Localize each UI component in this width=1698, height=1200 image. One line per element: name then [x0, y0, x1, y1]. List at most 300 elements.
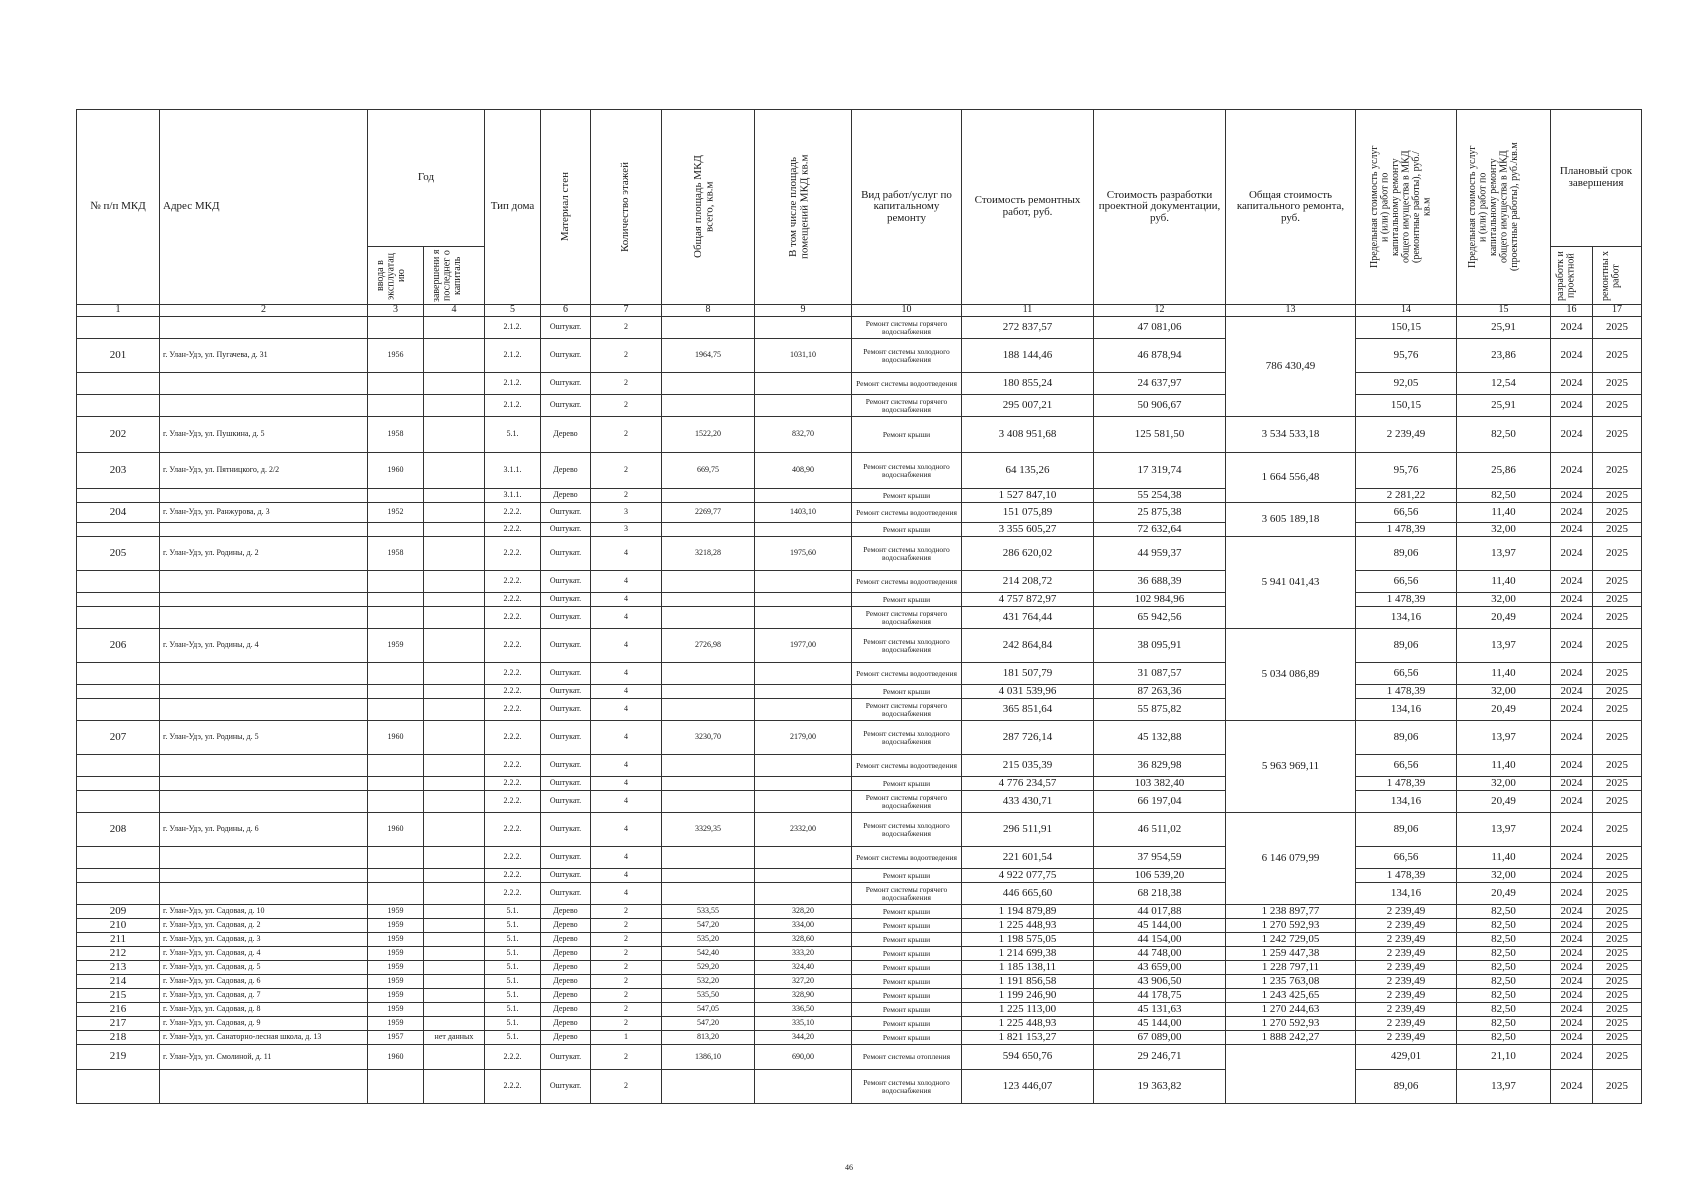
year-built — [368, 1070, 424, 1104]
limit-project: 20,49 — [1457, 607, 1551, 629]
wall-material: Дерево — [541, 489, 591, 503]
row-number: 213 — [77, 961, 160, 975]
limit-repair: 134,16 — [1356, 607, 1457, 629]
header-year: Год — [368, 110, 485, 247]
repair-cost: 1 214 699,38 — [962, 947, 1094, 961]
address — [160, 373, 368, 395]
table-row — [77, 489, 1642, 503]
limit-project: 82,50 — [1457, 489, 1551, 503]
limit-project: 11,40 — [1457, 503, 1551, 523]
year-built: 1959 — [368, 961, 424, 975]
term-project: 2024 — [1551, 847, 1593, 869]
house-type: 2.2.2. — [485, 721, 541, 755]
year-built — [368, 593, 424, 607]
premises-area — [755, 777, 852, 791]
limit-repair: 2 239,49 — [1356, 919, 1457, 933]
floors: 2 — [591, 1045, 662, 1070]
term-repair: 2025 — [1593, 1045, 1642, 1070]
project-cost: 87 263,36 — [1094, 685, 1226, 699]
limit-repair: 2 239,49 — [1356, 947, 1457, 961]
limit-repair: 89,06 — [1356, 721, 1457, 755]
term-project: 2024 — [1551, 1045, 1593, 1070]
term-repair: 2025 — [1593, 791, 1642, 813]
year-repair — [424, 989, 485, 1003]
col-number: 13 — [1226, 305, 1356, 317]
project-cost: 25 875,38 — [1094, 503, 1226, 523]
address — [160, 489, 368, 503]
repair-cost: 295 007,21 — [962, 395, 1094, 417]
floors: 4 — [591, 571, 662, 593]
row-number: 210 — [77, 919, 160, 933]
wall-material: Оштукат. — [541, 629, 591, 663]
work-type: Ремонт системы холодного водоснабжения — [852, 339, 962, 373]
total-cost: 5 963 969,11 — [1226, 721, 1356, 813]
total-area — [662, 883, 755, 905]
col-number: 9 — [755, 305, 852, 317]
year-repair — [424, 755, 485, 777]
wall-material: Оштукат. — [541, 663, 591, 685]
work-type: Ремонт крыши — [852, 685, 962, 699]
premises-area: 2179,00 — [755, 721, 852, 755]
repair-cost: 180 855,24 — [962, 373, 1094, 395]
table-row — [77, 1045, 1642, 1070]
total-cost: 6 146 079,99 — [1226, 813, 1356, 905]
work-type: Ремонт крыши — [852, 869, 962, 883]
repair-cost: 123 446,07 — [962, 1070, 1094, 1104]
wall-material: Оштукат. — [541, 339, 591, 373]
address: г. Улан-Удэ, ул. Садовая, д. 4 — [160, 947, 368, 961]
year-built: 1956 — [368, 339, 424, 373]
year-repair — [424, 869, 485, 883]
term-repair: 2025 — [1593, 685, 1642, 699]
house-type: 2.2.2. — [485, 813, 541, 847]
house-type: 3.1.1. — [485, 489, 541, 503]
limit-project: 82,50 — [1457, 975, 1551, 989]
term-repair: 2025 — [1593, 453, 1642, 489]
house-type: 2.2.2. — [485, 523, 541, 537]
project-cost: 43 659,00 — [1094, 961, 1226, 975]
term-project: 2024 — [1551, 395, 1593, 417]
year-repair — [424, 453, 485, 489]
limit-repair: 2 239,49 — [1356, 933, 1457, 947]
year-built: 1959 — [368, 989, 424, 1003]
table-row — [77, 685, 1642, 699]
term-project: 2024 — [1551, 791, 1593, 813]
house-type: 5.1. — [485, 1003, 541, 1017]
year-repair — [424, 1045, 485, 1070]
row-number: 206 — [77, 629, 160, 663]
repair-cost: 221 601,54 — [962, 847, 1094, 869]
floors: 4 — [591, 777, 662, 791]
term-repair: 2025 — [1593, 503, 1642, 523]
limit-project: 20,49 — [1457, 699, 1551, 721]
premises-area — [755, 663, 852, 685]
limit-project: 11,40 — [1457, 755, 1551, 777]
address: г. Улан-Удэ, ул. Ранжурова, д. 3 — [160, 503, 368, 523]
address — [160, 317, 368, 339]
term-project: 2024 — [1551, 777, 1593, 791]
limit-project: 82,50 — [1457, 947, 1551, 961]
wall-material: Оштукат. — [541, 607, 591, 629]
year-built: 1957 — [368, 1031, 424, 1045]
repair-cost: 215 035,39 — [962, 755, 1094, 777]
row-number — [77, 489, 160, 503]
total-area — [662, 699, 755, 721]
header-house-type: Тип дома — [485, 110, 541, 305]
limit-project: 82,50 — [1457, 1017, 1551, 1031]
address — [160, 685, 368, 699]
term-repair: 2025 — [1593, 317, 1642, 339]
year-repair — [424, 919, 485, 933]
term-repair: 2025 — [1593, 919, 1642, 933]
header-term-repair: ремонтны х работ — [1593, 247, 1642, 305]
work-type: Ремонт системы холодного водоснабжения — [852, 453, 962, 489]
table-row — [77, 961, 1642, 975]
premises-area: 1977,00 — [755, 629, 852, 663]
work-type: Ремонт системы водоотведения — [852, 571, 962, 593]
house-type: 2.2.2. — [485, 869, 541, 883]
total-area: 2269,77 — [662, 503, 755, 523]
row-number — [77, 847, 160, 869]
term-project: 2024 — [1551, 905, 1593, 919]
term-repair: 2025 — [1593, 607, 1642, 629]
limit-project: 82,50 — [1457, 1003, 1551, 1017]
year-built: 1959 — [368, 947, 424, 961]
limit-repair: 1 478,39 — [1356, 593, 1457, 607]
floors: 2 — [591, 933, 662, 947]
total-cost: 5 941 041,43 — [1226, 537, 1356, 629]
work-type: Ремонт системы горячего водоснабжения — [852, 607, 962, 629]
year-built: 1952 — [368, 503, 424, 523]
term-repair: 2025 — [1593, 869, 1642, 883]
term-project: 2024 — [1551, 593, 1593, 607]
limit-repair: 66,56 — [1356, 663, 1457, 685]
premises-area: 408,90 — [755, 453, 852, 489]
wall-material: Оштукат. — [541, 373, 591, 395]
table-row — [77, 755, 1642, 777]
total-area — [662, 489, 755, 503]
table-row — [77, 453, 1642, 489]
year-repair — [424, 975, 485, 989]
floors: 2 — [591, 919, 662, 933]
col-number: 1 — [77, 305, 160, 317]
limit-project: 82,50 — [1457, 989, 1551, 1003]
year-repair — [424, 607, 485, 629]
project-cost: 46 511,02 — [1094, 813, 1226, 847]
limit-repair: 2 239,49 — [1356, 989, 1457, 1003]
project-cost: 19 363,82 — [1094, 1070, 1226, 1104]
premises-area: 335,10 — [755, 1017, 852, 1031]
work-type: Ремонт системы водоотведения — [852, 847, 962, 869]
address: г. Улан-Удэ, ул. Пушкина, д. 5 — [160, 417, 368, 453]
limit-repair: 89,06 — [1356, 629, 1457, 663]
premises-area — [755, 373, 852, 395]
total-area: 1964,75 — [662, 339, 755, 373]
project-cost: 46 878,94 — [1094, 339, 1226, 373]
row-number: 218 — [77, 1031, 160, 1045]
premises-area — [755, 395, 852, 417]
project-cost: 55 254,38 — [1094, 489, 1226, 503]
total-cost: 3 534 533,18 — [1226, 417, 1356, 453]
table-row — [77, 663, 1642, 685]
table-row — [77, 869, 1642, 883]
wall-material: Оштукат. — [541, 847, 591, 869]
premises-area — [755, 883, 852, 905]
header-work-type: Вид работ/услуг по капитальному ремонту — [852, 110, 962, 305]
year-repair — [424, 1003, 485, 1017]
project-cost: 44 154,00 — [1094, 933, 1226, 947]
address — [160, 883, 368, 905]
year-repair — [424, 317, 485, 339]
repair-cost: 4 031 539,96 — [962, 685, 1094, 699]
term-project: 2024 — [1551, 961, 1593, 975]
limit-project: 82,50 — [1457, 905, 1551, 919]
wall-material: Оштукат. — [541, 699, 591, 721]
row-number: 208 — [77, 813, 160, 847]
table-row — [77, 947, 1642, 961]
header-premises-area: В том числе площадь помещений МКД кв.м — [755, 110, 852, 305]
repair-cost: 446 665,60 — [962, 883, 1094, 905]
floors: 4 — [591, 721, 662, 755]
work-type: Ремонт крыши — [852, 523, 962, 537]
row-number — [77, 685, 160, 699]
house-type: 5.1. — [485, 975, 541, 989]
limit-project: 11,40 — [1457, 847, 1551, 869]
row-number — [77, 777, 160, 791]
table-row — [77, 503, 1642, 523]
row-number — [77, 317, 160, 339]
wall-material: Оштукат. — [541, 523, 591, 537]
work-type: Ремонт системы горячего водоснабжения — [852, 395, 962, 417]
house-type: 2.1.2. — [485, 339, 541, 373]
row-number — [77, 523, 160, 537]
row-number — [77, 755, 160, 777]
wall-material: Оштукат. — [541, 791, 591, 813]
table-row — [77, 699, 1642, 721]
limit-project: 32,00 — [1457, 869, 1551, 883]
header-project-cost: Стоимость разработки проектной документации, руб. — [1094, 110, 1226, 305]
house-type: 2.2.2. — [485, 607, 541, 629]
year-built: 1958 — [368, 417, 424, 453]
house-type: 2.1.2. — [485, 395, 541, 417]
year-built — [368, 571, 424, 593]
floors: 1 — [591, 1031, 662, 1045]
total-cost: 1 238 897,77 — [1226, 905, 1356, 919]
header-total-area: Общая площадь МКД всего, кв.м — [662, 110, 755, 305]
year-built — [368, 523, 424, 537]
col-number: 2 — [160, 305, 368, 317]
house-type: 2.2.2. — [485, 791, 541, 813]
limit-repair: 89,06 — [1356, 537, 1457, 571]
limit-repair: 66,56 — [1356, 571, 1457, 593]
year-repair — [424, 933, 485, 947]
header-num: № п/п МКД — [77, 110, 160, 305]
term-project: 2024 — [1551, 1017, 1593, 1031]
limit-project: 11,40 — [1457, 663, 1551, 685]
repair-cost: 272 837,57 — [962, 317, 1094, 339]
limit-repair: 2 239,49 — [1356, 1003, 1457, 1017]
row-number: 205 — [77, 537, 160, 571]
repair-cost: 151 075,89 — [962, 503, 1094, 523]
year-built — [368, 317, 424, 339]
year-built: 1959 — [368, 905, 424, 919]
row-number — [77, 373, 160, 395]
term-project: 2024 — [1551, 489, 1593, 503]
term-repair: 2025 — [1593, 339, 1642, 373]
wall-material: Оштукат. — [541, 317, 591, 339]
year-repair — [424, 961, 485, 975]
repair-cost: 433 430,71 — [962, 791, 1094, 813]
total-area — [662, 791, 755, 813]
premises-area — [755, 571, 852, 593]
year-built — [368, 883, 424, 905]
floors: 2 — [591, 1070, 662, 1104]
total-area — [662, 571, 755, 593]
repair-cost: 1 527 847,10 — [962, 489, 1094, 503]
total-cost: 786 430,49 — [1226, 317, 1356, 417]
project-cost: 36 829,98 — [1094, 755, 1226, 777]
table-row — [77, 813, 1642, 847]
term-project: 2024 — [1551, 975, 1593, 989]
premises-area — [755, 685, 852, 699]
limit-project: 23,86 — [1457, 339, 1551, 373]
term-project: 2024 — [1551, 919, 1593, 933]
term-repair: 2025 — [1593, 961, 1642, 975]
header-wall-material: Материал стен — [541, 110, 591, 305]
table-row — [77, 373, 1642, 395]
year-repair — [424, 537, 485, 571]
house-type: 3.1.1. — [485, 453, 541, 489]
table-row — [77, 933, 1642, 947]
project-cost: 45 132,88 — [1094, 721, 1226, 755]
premises-area — [755, 607, 852, 629]
project-cost: 45 144,00 — [1094, 919, 1226, 933]
header-repair-cost: Стоимость ремонтных работ, руб. — [962, 110, 1094, 305]
total-cost: 5 034 086,89 — [1226, 629, 1356, 721]
wall-material: Дерево — [541, 1017, 591, 1031]
table-row — [77, 883, 1642, 905]
total-area — [662, 847, 755, 869]
year-built — [368, 607, 424, 629]
term-repair: 2025 — [1593, 699, 1642, 721]
limit-project: 82,50 — [1457, 417, 1551, 453]
address — [160, 869, 368, 883]
row-number: 203 — [77, 453, 160, 489]
year-built — [368, 791, 424, 813]
table-row — [77, 1031, 1642, 1045]
floors: 4 — [591, 791, 662, 813]
total-cost: 1 270 244,63 — [1226, 1003, 1356, 1017]
term-project: 2024 — [1551, 685, 1593, 699]
term-project: 2024 — [1551, 947, 1593, 961]
col-number: 12 — [1094, 305, 1226, 317]
project-cost: 31 087,57 — [1094, 663, 1226, 685]
header-row — [77, 110, 1642, 247]
work-type: Ремонт системы отопления — [852, 1045, 962, 1070]
repair-cost: 287 726,14 — [962, 721, 1094, 755]
year-repair — [424, 395, 485, 417]
limit-repair: 89,06 — [1356, 813, 1457, 847]
row-number — [77, 883, 160, 905]
total-area: 542,40 — [662, 947, 755, 961]
term-repair: 2025 — [1593, 847, 1642, 869]
year-repair — [424, 503, 485, 523]
term-repair: 2025 — [1593, 1017, 1642, 1031]
year-built — [368, 685, 424, 699]
address: г. Улан-Удэ, ул. Смолиной, д. 11 — [160, 1045, 368, 1070]
limit-project: 13,97 — [1457, 629, 1551, 663]
limit-repair: 150,15 — [1356, 395, 1457, 417]
repair-cost: 181 507,79 — [962, 663, 1094, 685]
wall-material: Оштукат. — [541, 537, 591, 571]
page-number: 46 — [845, 1163, 853, 1172]
address: г. Улан-Удэ, ул. Родины, д. 6 — [160, 813, 368, 847]
project-cost: 55 875,82 — [1094, 699, 1226, 721]
premises-area — [755, 317, 852, 339]
table-row — [77, 777, 1642, 791]
term-project: 2024 — [1551, 1031, 1593, 1045]
year-repair — [424, 373, 485, 395]
repair-cost: 1 225 448,93 — [962, 1017, 1094, 1031]
total-cost: 1 235 763,08 — [1226, 975, 1356, 989]
total-area: 1386,10 — [662, 1045, 755, 1070]
term-project: 2024 — [1551, 1003, 1593, 1017]
house-type: 2.2.2. — [485, 883, 541, 905]
year-repair — [424, 791, 485, 813]
house-type: 5.1. — [485, 1017, 541, 1031]
limit-repair: 1 478,39 — [1356, 777, 1457, 791]
row-number — [77, 791, 160, 813]
repair-cost: 188 144,46 — [962, 339, 1094, 373]
project-cost: 68 218,38 — [1094, 883, 1226, 905]
year-built — [368, 373, 424, 395]
floors: 4 — [591, 869, 662, 883]
house-type: 2.2.2. — [485, 755, 541, 777]
address — [160, 1070, 368, 1104]
total-area: 3230,70 — [662, 721, 755, 755]
table-row — [77, 1070, 1642, 1104]
year-built — [368, 777, 424, 791]
row-number — [77, 663, 160, 685]
table-row — [77, 905, 1642, 919]
limit-project: 32,00 — [1457, 777, 1551, 791]
work-type: Ремонт крыши — [852, 989, 962, 1003]
project-cost: 45 144,00 — [1094, 1017, 1226, 1031]
year-repair: нет данных — [424, 1031, 485, 1045]
work-type: Ремонт системы холодного водоснабжения — [852, 813, 962, 847]
year-built — [368, 869, 424, 883]
year-built: 1959 — [368, 975, 424, 989]
table-row — [77, 417, 1642, 453]
year-built — [368, 847, 424, 869]
header-limit-repair: Предельная стоимость услуг и (или) работ по капитальному ремонту общего имущества в МКД (ремонтные работы), руб./кв.м — [1356, 110, 1457, 305]
floors: 4 — [591, 685, 662, 699]
row-number: 202 — [77, 417, 160, 453]
address — [160, 777, 368, 791]
limit-repair: 2 239,49 — [1356, 1031, 1457, 1045]
term-project: 2024 — [1551, 373, 1593, 395]
table-row — [77, 607, 1642, 629]
col-number: 11 — [962, 305, 1094, 317]
year-repair — [424, 699, 485, 721]
limit-project: 82,50 — [1457, 961, 1551, 975]
limit-project: 13,97 — [1457, 813, 1551, 847]
year-built: 1960 — [368, 1045, 424, 1070]
term-project: 2024 — [1551, 453, 1593, 489]
work-type: Ремонт крыши — [852, 947, 962, 961]
row-number: 204 — [77, 503, 160, 523]
project-cost: 45 131,63 — [1094, 1003, 1226, 1017]
